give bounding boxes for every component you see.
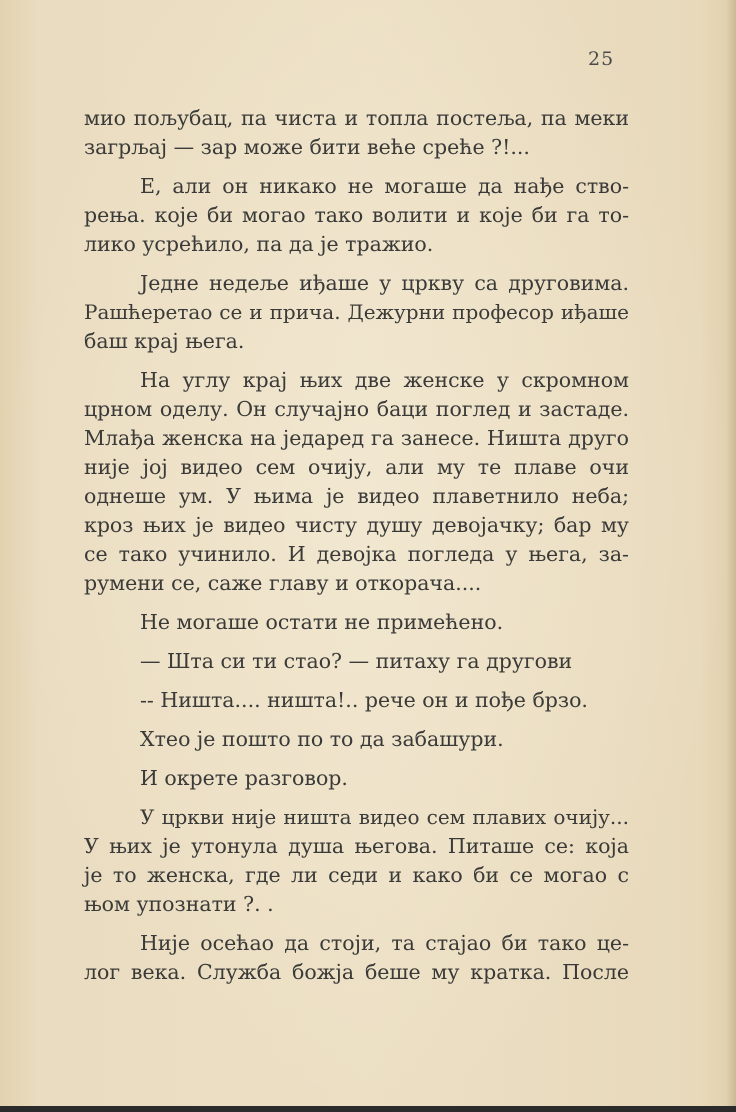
paragraph-gap bbox=[84, 356, 629, 366]
paragraph-gap bbox=[84, 637, 629, 647]
paragraph-gap bbox=[84, 754, 629, 764]
text-line: њом упознати ?. . bbox=[84, 892, 274, 916]
text-line: рења. које би могао тако волити и које би га то- bbox=[84, 203, 629, 227]
text-line: И окрете разговор. bbox=[140, 766, 348, 790]
text-line: На углу крај њих две женске у скромном bbox=[140, 368, 629, 392]
text-line: Рашћеретао се и прича. Дежурни професор иђаше bbox=[84, 300, 629, 324]
text-line: није јој видео сем очију, али му те плаве очи bbox=[84, 455, 629, 479]
text-line: црном оделу. Он случајно баци поглед и застаде. bbox=[84, 397, 629, 421]
page-edge-shadow bbox=[726, 0, 736, 1112]
paragraph-gap bbox=[84, 676, 629, 686]
text-line: Није осећао да стоји, та стајао би тако це- bbox=[140, 931, 629, 955]
text-line: мио пољубац, па чиста и топла постеља, па меки bbox=[84, 106, 629, 130]
paragraph-gap bbox=[84, 598, 629, 608]
text-line: се тако учинило. И девојка погледа у њега, за- bbox=[84, 542, 629, 566]
page-body-text bbox=[84, 104, 629, 987]
text-line: однеше ум. У њима је видео плаветнило неба; bbox=[84, 484, 629, 508]
text-line: лико усрећило, па да је тражио. bbox=[84, 232, 434, 256]
scan-bottom-border bbox=[0, 1106, 736, 1112]
paragraph-gap bbox=[84, 162, 629, 172]
text-line: — Шта си ти стао? — питаху га другови bbox=[140, 649, 573, 673]
paragraph-gap bbox=[84, 793, 629, 803]
text-line: је то женска, где ли седи и како би се могао с bbox=[84, 863, 629, 887]
text-line: Једне недеље иђаше у цркву са друговима. bbox=[140, 271, 629, 295]
text-line: -- Ништа.... ништа!.. рече он и пође брзо. bbox=[140, 688, 588, 712]
text-line: кроз њих је видео чисту душу девојачку; бар му bbox=[84, 513, 629, 537]
text-line: баш крај њега. bbox=[84, 329, 245, 353]
text-line: Е, али он никако не могаше да нађе ство- bbox=[140, 174, 629, 198]
text-line: лог века. Служба божја беше му кратка. После bbox=[84, 960, 629, 984]
paragraph-gap bbox=[84, 259, 629, 269]
text-line: загрљај — зар може бити веће среће ?!... bbox=[84, 135, 530, 159]
text-line: Хтео је пошто по то да забашури. bbox=[140, 727, 504, 751]
paragraph-gap bbox=[84, 715, 629, 725]
text-line: Не могаше остати не примећено. bbox=[140, 610, 504, 634]
page-number: 25 bbox=[588, 48, 615, 70]
paragraph-gap bbox=[84, 919, 629, 929]
text-line: Млађа женска на једаред га занесе. Ништа друго bbox=[84, 426, 629, 450]
text-line: румени се, саже главу и откорача.... bbox=[84, 571, 482, 595]
text-line: У цркви није ништа видео сем плавих очију... bbox=[140, 805, 629, 829]
text-line: У њих је утонула душа његова. Питаше се: која bbox=[84, 834, 629, 858]
